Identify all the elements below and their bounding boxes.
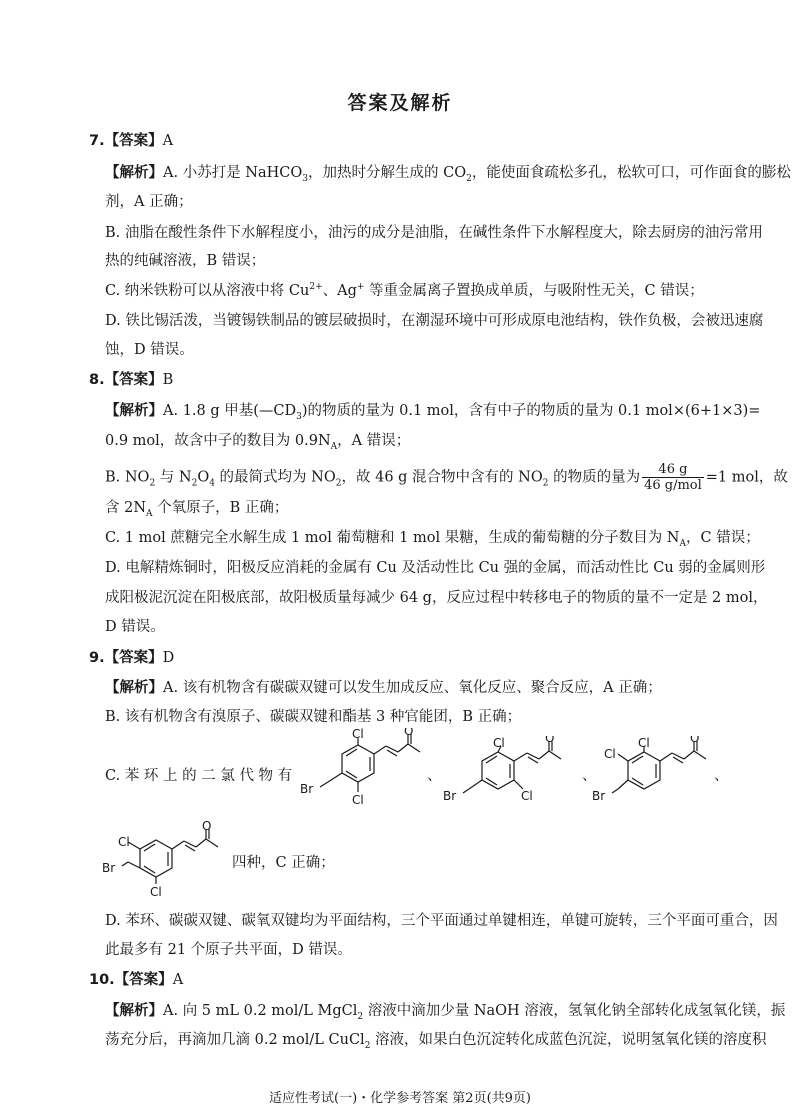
q8-b-text: 的最简式均为 NO <box>214 469 336 486</box>
q9-head: 9.【答案】 <box>89 650 163 666</box>
cl-label: Cl <box>352 728 364 741</box>
br-label: Br <box>592 789 606 803</box>
q8-d-line1: D. 电解精炼铜时，阳极反应消耗的金属有 Cu 及活动性比 Cu 强的金属，而活动性比 Cu 弱的金属则形 <box>105 560 766 576</box>
br-label: Br <box>443 789 457 803</box>
cl-label: Cl <box>352 793 364 807</box>
cl-label: Cl <box>150 885 162 899</box>
q10-a-line2 <box>105 1030 767 1050</box>
q10-answer: A <box>172 972 184 988</box>
fraction-numerator: 46 g <box>642 462 704 478</box>
q10-a-text: A. 向 5 mL 0.2 mol/L MgCl <box>163 1003 358 1019</box>
q8-b-text: =1 mol，故 <box>705 469 788 486</box>
q8-a-sub: 3 <box>296 411 302 422</box>
q9-answer-line <box>89 648 174 668</box>
q8-b-line2 <box>105 498 288 518</box>
q9-c-intro: C. 苯 环 上 的 二 氯 代 物 有 <box>105 768 293 784</box>
q7-c-text: C. 纳米铁粉可以从溶液中将 Cu <box>105 283 310 299</box>
q8-jx-label: 【解析】 <box>105 403 163 419</box>
structure-3 <box>592 736 717 810</box>
q8-c-line <box>105 528 760 548</box>
cl-label: Cl <box>521 789 533 803</box>
q7-c-text: 、Ag <box>322 283 357 299</box>
q8-a-sub: A <box>330 441 338 452</box>
q8-b-text: 个氧原子，B 正确； <box>152 500 289 516</box>
q8-b-sub: 2 <box>191 478 198 489</box>
page-title: 答案及解析 <box>347 92 453 114</box>
q8-b-sub: 4 <box>209 478 215 489</box>
br-label: Br <box>300 782 314 796</box>
q8-c-text: C. 1 mol 蔗糖完全水解生成 1 mol 葡萄糖和 1 mol 果糖，生成的葡萄糖的分子数目为 N <box>105 530 680 546</box>
q9-a-text: A. 该有机物含有碳碳双键可以发生加成反应、氧化反应、聚合反应，A 正确； <box>163 680 662 696</box>
q8-a-text: A. 1.8 g 甲基(—CD <box>163 403 297 419</box>
q9-d-line2: 此最多有 21 个原子共平面，D 错误。 <box>105 942 352 958</box>
q8-head: 8.【答案】 <box>89 372 163 388</box>
q10-a-text: 溶液中滴加少量 NaOH 溶液，氢氧化钠全部转化成氢氧化镁，振 <box>363 1003 786 1019</box>
q8-answer: B <box>162 372 174 388</box>
separator: 、 <box>714 768 729 784</box>
q8-b-sub: 2 <box>542 478 549 489</box>
q8-b-text: O <box>197 469 210 486</box>
q9-jx-label: 【解析】 <box>105 680 163 696</box>
q7-head: 7.【答案】 <box>89 133 163 149</box>
q7-a-text: ，加热时分解生成的 CO <box>308 165 467 181</box>
q8-d-line2: 成阳极泥沉淀在阳极底部，故阳极质量每减少 64 g，反应过程中转移电子的物质的量不一定是 2 mol， <box>105 590 768 606</box>
q7-c-line <box>105 281 704 301</box>
q9-d-line1: D. 苯环、碳碳双键、碳氧双键均为平面结构，三个平面通过单键相连，单键可旋转，三个平面可重合，因 <box>105 913 778 929</box>
q7-a-sub: 3 <box>302 173 308 184</box>
q8-a-text: 0.9 mol，故含中子的数目为 0.9N <box>105 433 331 449</box>
q7-a-line2: 剂，A 正确； <box>105 194 193 210</box>
svg-text:O: O <box>404 728 414 738</box>
q8-a-text: )的物质的量为 0.1 mol，含有中子的物质的量为 0.1 mol×(6+1×3)= <box>301 403 761 419</box>
q8-b-text: B. NO <box>105 469 150 486</box>
structure-2 <box>443 736 583 810</box>
q10-answer-line <box>89 970 183 990</box>
q8-b-line1 <box>105 462 788 493</box>
q7-a-line1 <box>105 163 791 183</box>
q10-a-sub: 2 <box>364 1040 371 1051</box>
q7-d-line1: D. 铁比锡活泼，当镀锡铁制品的镀层破损时，在潮湿环境中可形成原电池结构，铁作负极，会被迅速腐 <box>105 313 764 329</box>
q8-b-text: ，故 46 g 混合物中含有的 NO <box>341 469 543 486</box>
q7-a-text: A. 小苏打是 NaHCO <box>163 165 303 181</box>
structure-1 <box>300 728 430 822</box>
cl-label: Cl <box>118 835 130 849</box>
svg-text:O: O <box>202 820 212 833</box>
q7-answer-line <box>89 131 173 151</box>
fraction-denominator: 46 g/mol <box>644 478 702 493</box>
q8-a-line1 <box>105 401 760 421</box>
q10-jx-label: 【解析】 <box>105 1003 163 1019</box>
q7-a-text: ，能使面食疏松多孔，松软可口，可作面食的膨松 <box>471 165 791 181</box>
q9-answer: D <box>162 650 175 666</box>
q7-b-line2: 热的纯碱溶液，B 错误； <box>105 253 266 269</box>
q8-d-line3: D 错误。 <box>105 619 165 635</box>
q8-answer-line <box>89 370 173 390</box>
page-footer: 适应性考试(一)・化学参考答案 第2页(共9页) <box>269 1091 531 1106</box>
svg-text:O: O <box>545 736 555 745</box>
q10-head: 10.【答案】 <box>89 972 173 988</box>
q8-b-sub: A <box>146 508 153 519</box>
q8-a-text: ，A 错误； <box>337 433 411 449</box>
q7-c-text: 等重金属离子置换成单质，与吸附性无关，C 错误； <box>364 283 704 299</box>
q8-b-sub: 2 <box>149 478 156 489</box>
q7-d-line2: 蚀，D 错误。 <box>105 342 194 358</box>
cl-label: Cl <box>493 736 505 750</box>
q8-c-sub: A <box>679 538 686 549</box>
q7-b-line1: B. 油脂在酸性条件下水解程度小，油污的成分是油脂，在碱性条件下水解程度大，除去厨房的油污常用 <box>105 225 763 241</box>
q9-b-line: B. 该有机物含有溴原子、碳碳双键和酯基 3 种官能团，B 正确； <box>105 709 522 725</box>
q8-b-sub: 2 <box>335 478 342 489</box>
q7-jx-label: 【解析】 <box>105 165 163 181</box>
br-label: Br <box>102 861 116 875</box>
separator: 、 <box>582 768 597 784</box>
structure-4 <box>100 820 230 904</box>
q8-a-line2 <box>105 431 410 451</box>
q10-a-line1 <box>105 1001 785 1021</box>
q7-a-sub: 2 <box>466 173 472 184</box>
q7-c-sup: 2+ <box>309 282 323 293</box>
svg-text:O: O <box>690 736 700 745</box>
q9-a-line <box>105 678 662 698</box>
q7-answer: A <box>162 133 174 149</box>
separator: 、 <box>427 768 442 784</box>
q10-a-text: 荡充分后，再滴加几滴 0.2 mol/L CuCl <box>105 1032 365 1048</box>
q8-c-text: ，C 错误； <box>686 530 760 546</box>
cl-label: Cl <box>604 747 616 761</box>
q8-b-text: 的物质的量为 <box>548 469 641 486</box>
fraction <box>642 462 704 493</box>
q9-c-end: 四种，C 正确； <box>232 855 335 871</box>
cl-label: Cl <box>638 736 650 750</box>
q10-a-text: 溶液，如果白色沉淀转化成蓝色沉淀，说明氢氧化镁的溶度积 <box>370 1032 767 1048</box>
q8-b-text: 与 N <box>155 469 192 486</box>
q10-a-sub: 2 <box>357 1011 364 1022</box>
q7-c-sup: + <box>356 282 365 293</box>
q8-b-text: 含 2N <box>105 500 147 516</box>
